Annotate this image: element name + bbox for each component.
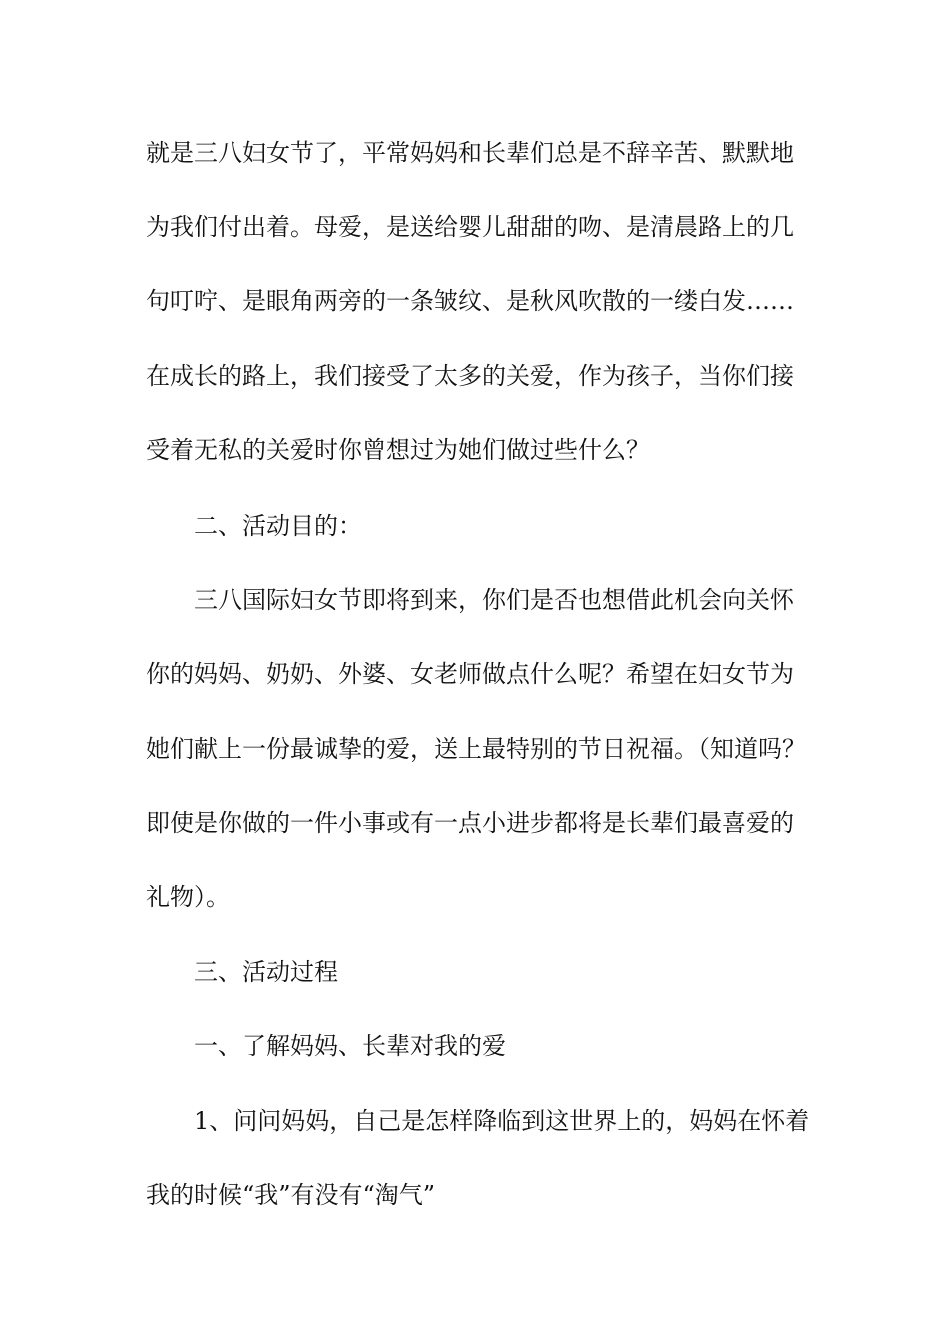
- paragraph-line: 受着无私的关爱时你曾想过为她们做过些什么？: [146, 436, 650, 464]
- paragraph-line: 1、问问妈妈，自己是怎样降临到这世界上的，妈妈在怀着: [194, 1107, 810, 1135]
- paragraph-line: 她们献上一份最诚挚的爱，送上最特别的节日祝福。（知道吗？: [146, 735, 806, 763]
- paragraph-line: 你的妈妈、奶奶、外婆、女老师做点什么呢？希望在妇女节为: [146, 660, 794, 688]
- paragraph-line: 三八国际妇女节即将到来，你们是否也想借此机会向关怀: [194, 586, 794, 614]
- paragraph-line: 为我们付出着。母爱，是送给婴儿甜甜的吻、是清晨路上的几: [146, 213, 794, 241]
- subsection-heading: 一、了解妈妈、长辈对我的爱: [194, 1032, 506, 1060]
- section-heading-objective: 二、活动目的：: [194, 512, 362, 540]
- paragraph-line: 就是三八妇女节了，平常妈妈和长辈们总是不辞辛苦、默默地: [146, 139, 794, 167]
- section-heading-process: 三、活动过程: [194, 958, 338, 986]
- paragraph-line: 我的时候“我”有没有“淘气”: [146, 1181, 436, 1209]
- paragraph-line: 即使是你做的一件小事或有一点小进步都将是长辈们最喜爱的: [146, 809, 794, 837]
- paragraph-line: 句叮咛、是眼角两旁的一条皱纹、是秋风吹散的一缕白发……: [146, 287, 794, 315]
- paragraph-line: 在成长的路上，我们接受了太多的关爱，作为孩子，当你们接: [146, 362, 794, 390]
- paragraph-line: 礼物）。: [146, 883, 230, 911]
